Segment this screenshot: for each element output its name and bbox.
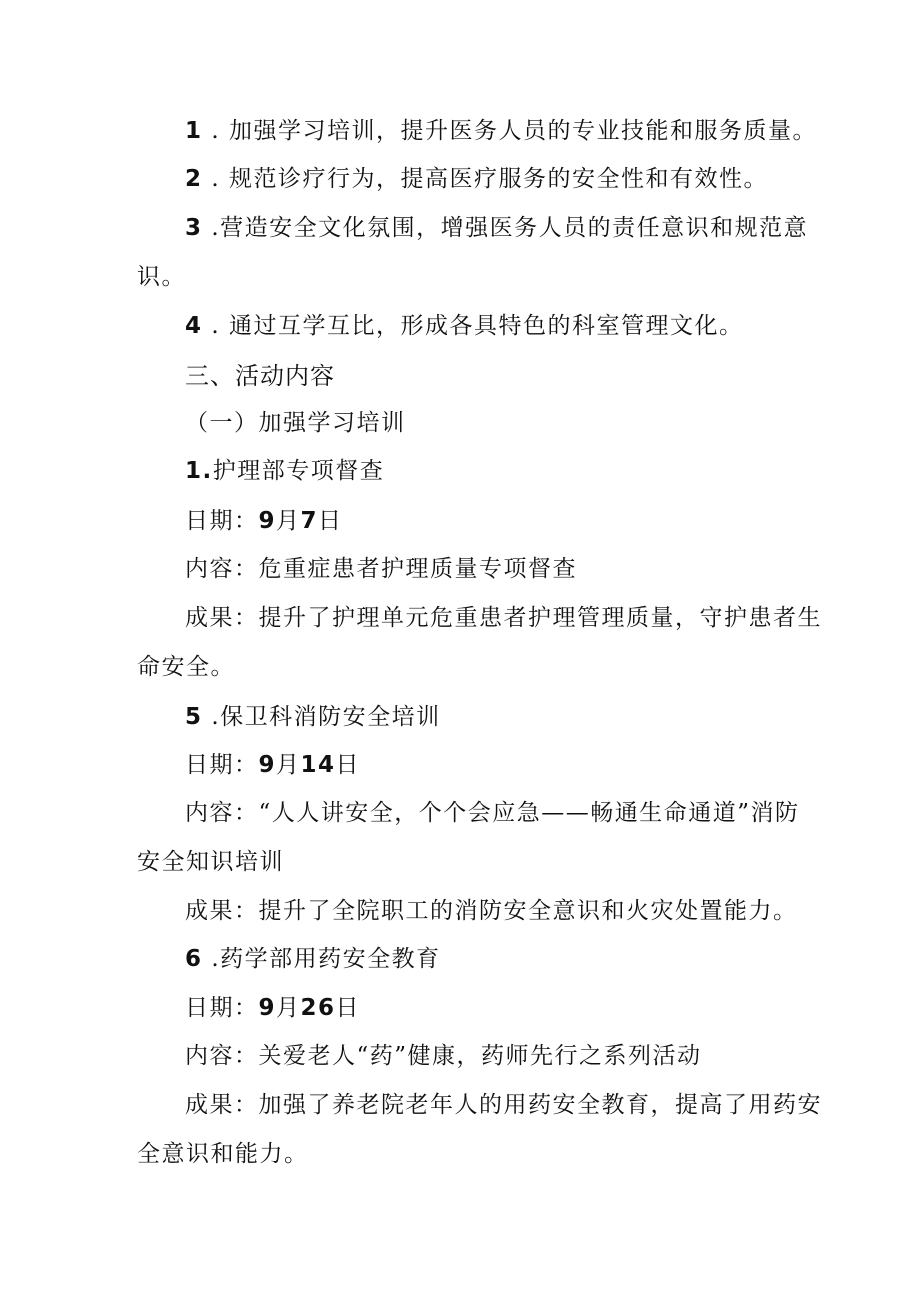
subsection-heading: （一）加强学习培训	[185, 410, 406, 436]
date-month-char: 月	[276, 508, 301, 534]
date-label: 日期：	[185, 995, 259, 1021]
activity-result-continuation: 命安全。	[137, 654, 235, 680]
activity-result: 成果：提升了护理单元危重患者护理管理质量，守护患者生	[185, 605, 822, 631]
date-day-number: 7	[300, 508, 319, 534]
date-day-char: 日	[318, 508, 343, 534]
objective-item	[185, 164, 768, 194]
objective-item	[185, 116, 817, 146]
date-day-char: 日	[335, 995, 361, 1021]
objective-text: . 加强学习培训，提升医务人员的专业技能和服务质量。	[202, 118, 817, 144]
activity-title	[185, 944, 441, 974]
activity-number: 6	[185, 946, 203, 972]
date-label: 日期：	[185, 508, 259, 534]
activity-title-text: 护理部专项督查	[212, 458, 385, 484]
activity-content: 内容：危重症患者护理质量专项督查	[185, 556, 577, 582]
date-day-number: 14	[300, 752, 336, 778]
activity-title	[185, 702, 441, 732]
section-heading: 三、活动内容	[185, 362, 335, 390]
date-month-number: 9	[258, 508, 277, 534]
objective-text: . 规范诊疗行为，提高医疗服务的安全性和有效性。	[202, 166, 768, 192]
activity-date	[185, 993, 360, 1023]
objective-number: 3	[185, 215, 203, 241]
objective-text: . 通过互学互比，形成各具特色的科室管理文化。	[202, 313, 744, 339]
date-day-char: 日	[335, 752, 361, 778]
activity-result: 成果：提升了全院职工的消防安全意识和火灾处置能力。	[185, 898, 798, 924]
activity-title-text: .药学部用药安全教育	[202, 946, 441, 972]
activity-number: 5	[185, 704, 203, 730]
objective-text: .营造安全文化氛围，增强医务人员的责任意识和规范意	[202, 215, 809, 241]
objective-item	[185, 311, 743, 341]
activity-date	[185, 506, 343, 536]
objective-number: 1	[185, 118, 203, 144]
date-day-number: 26	[300, 995, 336, 1021]
objective-item	[185, 213, 808, 243]
activity-date	[185, 750, 360, 780]
activity-content: 内容：“人人讲安全，个个会应急——畅通生命通道”消防	[185, 800, 800, 826]
activity-content: 内容：关爱老人“药”健康，药师先行之系列活动	[185, 1043, 702, 1069]
date-month-number: 9	[258, 752, 277, 778]
objective-number: 4	[185, 313, 203, 339]
activity-result: 成果：加强了养老院老年人的用药安全教育，提高了用药安	[185, 1092, 822, 1118]
activity-number: 1.	[185, 458, 213, 484]
activity-content-continuation: 安全知识培训	[137, 849, 284, 875]
activity-title	[185, 456, 384, 486]
date-month-number: 9	[258, 995, 277, 1021]
activity-title-text: .保卫科消防安全培训	[202, 704, 441, 730]
objective-text-continuation: 识。	[137, 264, 186, 290]
date-month-char: 月	[276, 995, 301, 1021]
date-label: 日期：	[185, 752, 259, 778]
activity-result-continuation: 全意识和能力。	[137, 1141, 309, 1167]
date-month-char: 月	[276, 752, 301, 778]
objective-number: 2	[185, 166, 203, 192]
